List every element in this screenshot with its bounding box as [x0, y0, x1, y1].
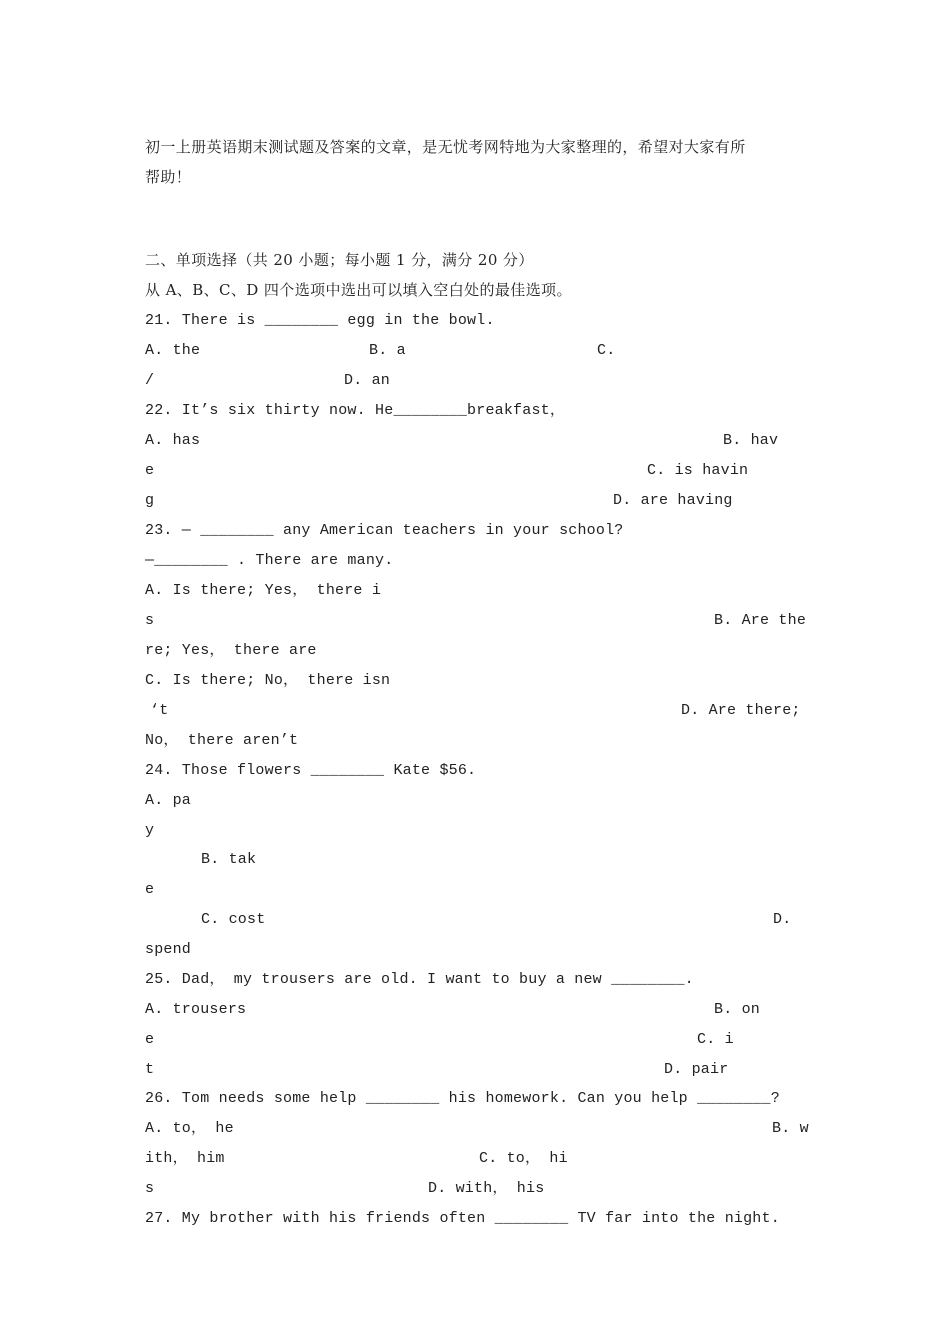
- question-23-stem-2: —________ . There are many.: [145, 552, 394, 569]
- question-21-option-b: B. a: [369, 342, 406, 359]
- intro-line-1: 初一上册英语期末测试题及答案的文章，是无忧考网特地为大家整理的，希望对大家有所: [145, 138, 746, 156]
- question-21-option-a: A. the: [145, 342, 201, 359]
- question-22-option-b-cont: e: [145, 462, 155, 479]
- question-23-option-a: A. Is there; Yes， there i: [145, 582, 382, 599]
- section-instruction: 从 A、B、C、D 四个选项中选出可以填入空白处的最佳选项。: [145, 281, 572, 299]
- question-26-option-c-cont: s: [145, 1180, 155, 1197]
- question-23-option-b-cont: re; Yes， there are: [145, 642, 317, 659]
- question-21-stem: 21. There is ________ egg in the bowl.: [145, 312, 495, 329]
- intro-line-2: 帮助！: [145, 168, 192, 186]
- question-24-stem: 24. Those flowers ________ Kate $56.: [145, 762, 477, 779]
- question-26-option-d: D. with， his: [428, 1180, 545, 1197]
- question-23-option-d-cont: No， there aren’t: [145, 732, 299, 749]
- question-25-stem: 25. Dad， my trousers are old. I want to buy a new ________.: [145, 971, 694, 988]
- question-26-option-c: C. to， hi: [479, 1150, 568, 1167]
- question-25-option-b-cont: e: [145, 1031, 155, 1048]
- question-21-option-c-cont: /: [145, 372, 155, 389]
- question-26-option-a: A. to， he: [145, 1120, 234, 1137]
- question-21-option-c: C.: [597, 342, 616, 359]
- question-26-stem: 26. Tom needs some help ________ his homework. Can you help ________?: [145, 1090, 780, 1107]
- question-27-stem: 27. My brother with his friends often ________ TV far into the night.: [145, 1210, 780, 1227]
- question-24-option-c: C. cost: [201, 911, 266, 928]
- question-25-option-d: D. pair: [664, 1061, 729, 1078]
- question-26-option-b-cont: ith， him: [145, 1150, 225, 1167]
- question-25-option-c: C. i: [697, 1031, 734, 1048]
- question-24-option-a-cont: y: [145, 822, 155, 839]
- question-23-option-c-cont: ‘t: [150, 702, 169, 719]
- question-25-option-a: A. trousers: [145, 1001, 247, 1018]
- question-24-option-d-cont: spend: [145, 941, 192, 958]
- question-23-stem: 23. — ________ any American teachers in your school?: [145, 522, 624, 539]
- question-25-option-b: B. on: [714, 1001, 761, 1018]
- question-22-option-a: A. has: [145, 432, 201, 449]
- question-24-option-b-cont: e: [145, 881, 155, 898]
- question-23-option-c: C. Is there; No， there isn: [145, 672, 391, 689]
- question-23-option-a-cont: s: [145, 612, 155, 629]
- question-22-option-b: B. hav: [723, 432, 779, 449]
- question-25-option-c-cont: t: [145, 1061, 155, 1078]
- question-23-option-d: D. Are there;: [681, 702, 801, 719]
- question-22-option-c-cont: g: [145, 492, 155, 509]
- question-24-option-a: A. pa: [145, 792, 192, 809]
- question-22-option-c: C. is havin: [647, 462, 749, 479]
- question-24-option-d: D.: [773, 911, 792, 928]
- question-21-option-d: D. an: [344, 372, 391, 389]
- question-22-stem: 22. It’s six thirty now. He________breakfast，: [145, 402, 566, 419]
- question-23-option-b: B. Are the: [714, 612, 807, 629]
- question-24-option-b: B. tak: [201, 851, 257, 868]
- section-heading: 二、单项选择（共 20 小题；每小题 1 分，满分 20 分）: [145, 251, 534, 269]
- question-22-option-d: D. are having: [613, 492, 733, 509]
- question-26-option-b: B. w: [772, 1120, 809, 1137]
